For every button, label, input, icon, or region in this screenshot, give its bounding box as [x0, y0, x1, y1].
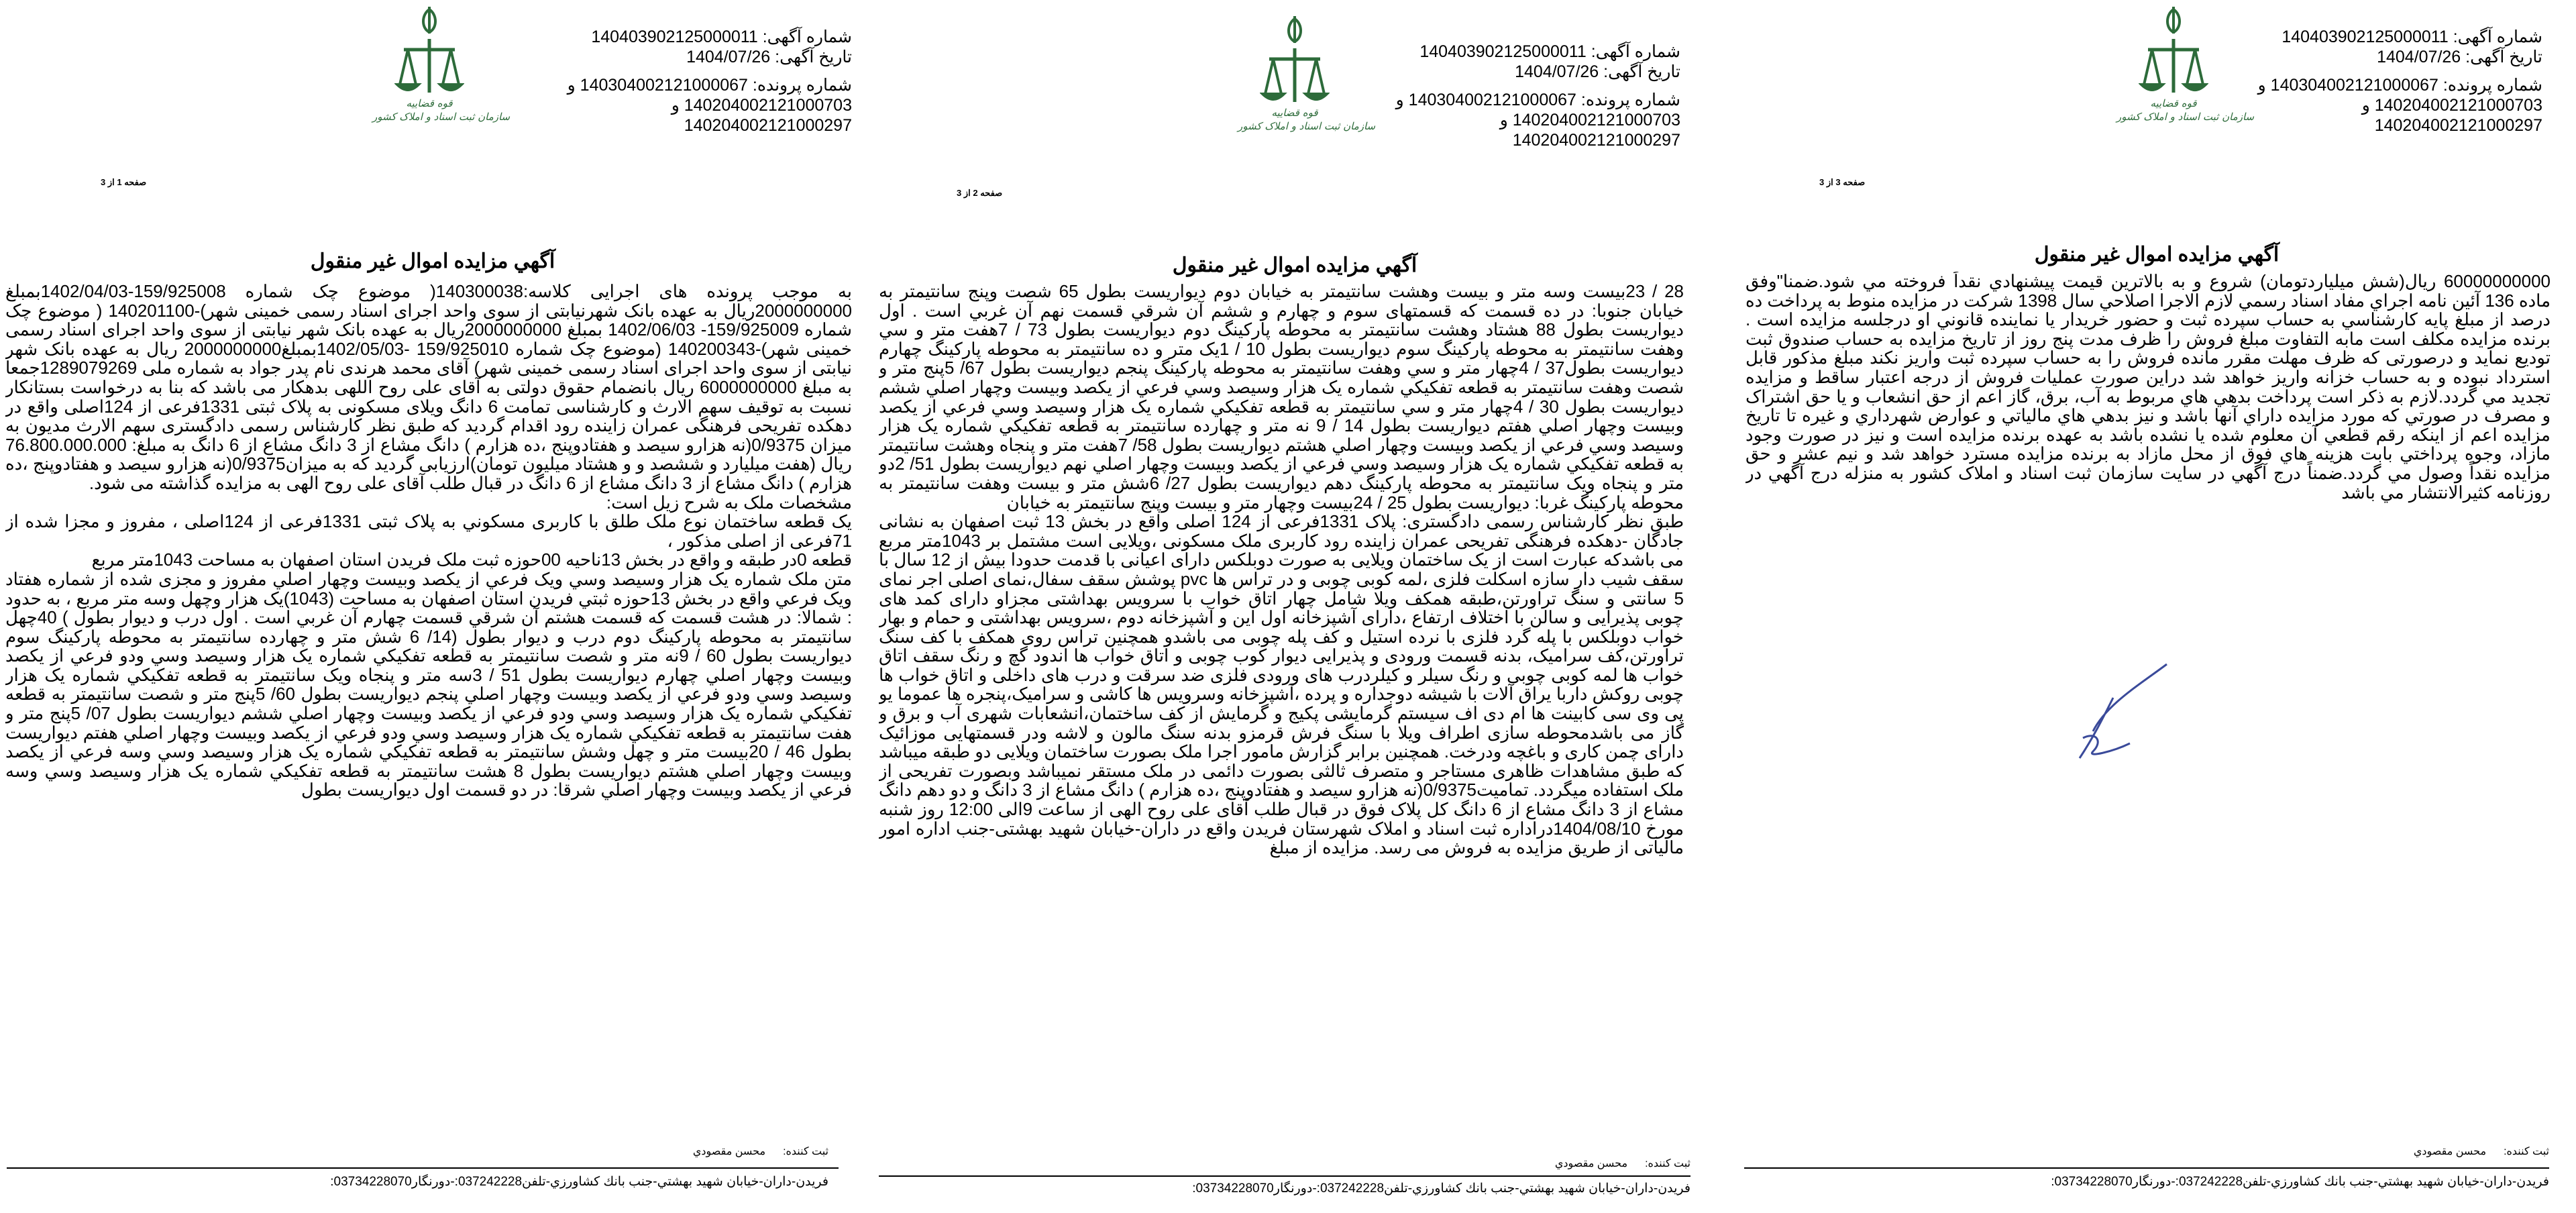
paragraph: 28 / 23بیست وسه متر و بیست وهشت سانتیمتر به خیابان دوم دیواریست بطول 65 شصت وپنج سانتیمتر به خیابان جنوبا: در ده قسمت که قسمتهای سوم و چهارم و ششم آن شرقي قسمت نهم آن غربي است . اول دیواریست بطول 88 هشتاد وهشت سانتیمتر به محوطه پارکینگ دوم دیواریست بطول 73 / 7هفت متر و سي وهفت سانتیمتر به محوطه پارکینگ سوم دیواریست بطول 10 / 1یک متر و ده سانتیمتر به محوطه پارکینگ چهارم دیواریست بطول37 / 4چهار متر و سي وهفت سانتیمتر به محوطه پارکینگ پنجم دیواریست بطول 67/ 5پنج متر و شصت وهفت سانتیمتر به قطعه تفکیکي شماره یک هزار وسیصد وسي فرعي از یکصد وبیست وچهار اصلي ششم دیواریست بطول 30 / 4چهار متر و سي سانتیمتر به قطعه تفکیکي شماره یک هزار وسیصد وسي فرعي از یکصد وبیست وچهار اصلي هفتم دیواریست بطول 14 / 9 نه متر و چهارده سانتیمتر به قطعه تفکیکي شماره یک هزار وسیصد وسي فرعي از یکصد وبیست وچهار اصلي هشتم دیواریست بطول 58/ 7هفت متر و پنجاه وهشت سانتیمتر به قطعه تفکیکي شماره یک هزار وسیصد وسي فرعي از یکصد وبیست وچهار اصلي نهم دیواریست بطول 51/ 2دو متر و پنجاه ویک سانتیمتر به محوطه پارکینگ دهم دیواریست بطول 27/ 6شش متر و بیست وهفت سانتیمتر به محوطه پارکینگ غربا: دیواریست بطول 25 / 24بیست وچهار متر و بیست وپنج سانتیمتر به خیابان: [879, 282, 1684, 513]
ad-number: 140403902125000011: [2282, 28, 2449, 46]
ad-number-row: شماره آگهی: 140403902125000011: [591, 28, 852, 46]
scales-emblem-icon: [1260, 15, 1330, 106]
ad-date-row: تاریخ آگهی: 1404/07/26: [686, 48, 852, 66]
notice-title: آگهي مزايده اموال غير منقول: [2034, 244, 2279, 266]
ad-date: 1404/07/26: [1515, 62, 1599, 81]
paragraph: قطعه 0در طبقه و واقع در بخش 13ناحیه 00حوزه ثبت ملک فریدن استان اصفهان به مساحت 1043متر مربع: [91, 549, 852, 570]
office-address: فريدن-داران-خيابان شهيد بهشتي-جنب بانك كشاورزي-تلفن037242228:-دورنگار03734228070:: [330, 1175, 828, 1189]
registrar: ثبت کننده:محسن مقصودي: [1554, 1158, 1690, 1169]
paragraph: به موجب پرونده های اجرایی کلاسه:140300038( موضوع چک شماره 159/925008-1402/04/03بمبلغ 2000000000ریال به عهده بانک شهرنیابتی از سوی واحد اجرای اسناد رسمی خمینی شهر)-140201100 ( موضوع چک شماره 159/925009- 1402/06/03 بمبلغ 2000000000ریال به عهده بانک شهر نیابتی از سوی واحد اجرای اسناد رسمی خمینی شهر)-140200343 (موضوع چک شماره 159/925010 -1402/05/03بمبلغ2000000000 ریال به عهده بانک شهر نیابتی از سوی واحد اجرای اسناد رسمی خمینی شهر) آقای محمد هرندی نام پدر جواد به شماره ملی 1289079269جمعا به مبلغ 6000000000 ریال بانضمام حقوق دولتی به آقای علی روح اللهی بدهکار می باشد که بنا به درخواست بستانکار نسبت به توقیف سهم الارث و کارشناسی تمامت 6 دانگ ویلای مسکونی به پلاک ثبتی 1331فرعی از 124اصلی واقع در دهکده تفریحی فرهنگی عمران زاینده رود اقدام گردید که طبق نظر کارشناس رسمی دادگستری سهم الارث مدیون به میزان 0/9375(نه هزارو سیصد و هفتادوپنج ،ده هزارم ) دانگ مشاع از 3 دانگ مشاع از 6 دانگ به مبلغ: 76.800.000.000 ریال (هفت میلیارد و ششصد و و هشتاد میلیون تومان)ارزیابی گردید که به میزان0/9375(نه هزارو سیصد و هفتادوپنج ،ده هزارم ) دانگ مشاع از 3 دانگ مشاع از 6 دانگ در قبال طلب آقای علی روح الهی به مزایده گذاشته می شود.: [5, 282, 852, 493]
registrar-name: محسن مقصودي: [692, 1146, 766, 1157]
paragraph: مشخصات ملک به شرح زیل است:: [606, 492, 852, 513]
footer-divider: [1744, 1167, 2549, 1169]
notice-title: آگهي مزايده اموال غير منقول: [310, 250, 555, 272]
file-number-2: 140204002121000703 و: [2361, 96, 2542, 115]
footer-divider: [7, 1167, 839, 1169]
ad-header: [568, 27, 852, 136]
ad-number: 140403902125000011: [591, 28, 758, 46]
ad-date-row: تاریخ آگهی: 1404/07/26: [2377, 48, 2542, 66]
notice-body: [5, 282, 852, 1128]
logo-text-1: قوه قضاییه: [2150, 97, 2197, 109]
paragraph: 60000000000 ريال(شش ميلياردتومان) شروع و به بالاترين قيمت پيشنهادي نقداً فروخته مي شود.ضمنا"وفق ماده 136 آئين نامه اجراي مفاد اسناد رسمي لازم الاجرا اصلاحي سال 1398 شرکت در مزايده منوط به پرداخت ده درصد از مبلغ پايه کارشناسي به حساب سپرده ثبت و حضور خريدار يا نماينده قانوني او درجلسه مزايده است . برنده مزايده مکلف است مابه التفاوت مبلغ فروش را ظرف مدت پنج روز از تاريخ مزايده به حساب صندوق ثبت توديع نمايد و درصورتی که ظرف مهلت مقرر مانده فروش را به حساب سپرده ثبت واريز نکند مبلغ مذکور قابل استرداد نبوده و به حساب خزانه واريز خواهد شد دراين صورت عمليات فروش از درجه اعتبار ساقط و مزايده تجديد مي گردد.لازم به ذکر است پرداخت بدهي هاي مربوط به آب، برق، گاز اعم از حق انشعاب و يا حق اشتراک و مصرف در صورتي که مورد مزايده داراي آنها باشد و نيز بدهي هاي مالياتي و عوارض شهرداري و غيره تا تاريخ مزايده اعم از اينکه رقم قطعي آن معلوم شده يا نشده باشد به عهده برنده مزايده است و نيز در صورت وجود مازاد، وجوه پرداختي بابت هزينه هاي فوق از محل مازاد به برنده مزايده مسترد خواهد شد و نيم عشر و حق مزايده نقداً وصول مي گردد.ضمناً درج آگهي در سايت سازمان ثبت اسناد و املاک کشور به منزله درج آگهي در روزنامه کثيرالانتشار مي باشد: [1746, 272, 2551, 503]
ad-date: 1404/07/26: [2377, 48, 2461, 66]
judiciary-logo: [1238, 15, 1376, 133]
file-number-3: 140204002121000297: [1512, 131, 1680, 150]
file-number-row: شماره پرونده: 140304002121000067 و: [1395, 91, 1680, 109]
page-number: صفحه 1 از 3: [101, 177, 147, 187]
scales-emblem-icon: [2139, 5, 2208, 97]
logo-text-2: سازمان ثبت اسناد و املاک کشور: [372, 111, 511, 123]
registrar-name: محسن مقصودي: [2413, 1146, 2487, 1157]
logo-text-1: قوه قضاییه: [1271, 107, 1318, 119]
file-number-3: 140204002121000297: [2374, 116, 2542, 135]
ad-header: [2258, 27, 2542, 136]
file-number-2: 140204002121000703 و: [671, 96, 852, 115]
page-number: صفحه 2 از 3: [957, 188, 1003, 198]
logo-text-2: سازمان ثبت اسناد و املاک کشور: [2116, 111, 2255, 123]
file-number-3: 140204002121000297: [684, 116, 852, 135]
signature: [2066, 657, 2180, 772]
ad-date-row: تاریخ آگهی: 1404/07/26: [1515, 62, 1680, 81]
paragraph: یک قطعه ساختمان نوع ملک طلق با کاربری مسکوني به پلاک ثبتی 1331فرعی از 124اصلی ، مفروز و مجزا شده از 71فرعی از اصلی مذکور ،: [5, 511, 852, 551]
ad-number-row: شماره آگهی: 140403902125000011: [2282, 28, 2542, 46]
page-1: [0, 0, 865, 1213]
file-number-row: شماره پرونده: 140304002121000067 و: [567, 76, 852, 95]
page-2: [872, 0, 1717, 1213]
paragraph: متن ملک شماره یک هزار وسیصد وسي ویک فرعي از یکصد وبیست وچهار اصلي مفروز و مجزی شده از شماره هفتاد ویک فرعي واقع در بخش 13حوزه ثبتي فریدن استان اصفهان به مساحت (1043)یک هزار وچهل وسه متر مربع ، به حدود : شمالا: در هشت قسمت که قسمت هشتم آن شرقي قسمت چهارم آن غربي است . اول درب و دیوار بطول ) 40چهل سانتیمتر به محوطه پارکینگ دوم درب و دیوار بطول (14/ 6 شش متر و چهارده سانتیمتر به محوطه پارکینگ سوم دیواریست بطول 60 / 9نه متر و شصت سانتیمتر به قطعه تفکیکي شماره یک هزار وسیصد وسي ودو فرعي از یکصد وبیست وچهار اصلي چهارم دیواریست بطول 51 / 3سه متر و پنجاه ویک سانتیمتر به قطعه تفکیکي شماره یک هزار وسیصد وسي ودو فرعي از یکصد وبیست وچهار اصلي پنجم دیواریست بطول 60/ 5پنج متر و شصت سانتیمتر به قطعه تفکیکي شماره یک هزار وسیصد وسي ودو فرعي از یکصد وبیست وچهار اصلي ششم دیواریست بطول 07/ 5پنج متر و هفت سانتیمتر به قطعه تفکیکي شماره یک هزار وسیصد وسي ودو فرعي از یکصد وبیست وچهار اصلي هفتم دیواریست بطول 46 / 20بیست متر و چهل وشش سانتیمتر به قطعه تفکیکي شماره یک هزار وسیصد وسي وسه فرعي از یکصد وبیست وچهار اصلي هشتم دیواریست بطول 8 هشت سانتیمتر به قطعه تفکیکي شماره یک هزار وسیصد وسي وسه فرعي از یکصد وبیست وچهار اصلي شرقا: در دو قسمت اول دیواریست بطول: [5, 568, 852, 800]
footer-divider: [879, 1175, 1690, 1177]
page-number: صفحه 3 از 3: [1819, 177, 1866, 187]
notice-body: [879, 282, 1684, 1154]
page-3: [1737, 0, 2576, 1213]
ad-number-row: شماره آگهی: 140403902125000011: [1419, 42, 1680, 61]
registrar-name: محسن مقصودي: [1554, 1158, 1628, 1169]
ad-header: [1396, 42, 1680, 150]
ad-date: 1404/07/26: [686, 48, 771, 66]
judiciary-logo: [2116, 5, 2255, 123]
registrar: ثبت کننده:محسن مقصودي: [2413, 1146, 2549, 1157]
paragraph: طبق نظر کارشناس رسمی دادگستری: پلاک 1331فرعی از 124 اصلی واقع در بخش 13 ثبت اصفهان به نشانی جادگان -دهکده فرهنگی تفریحی عمران زاینده رود کاربری ملک مسکونی ،ویلایی است مشتمل بر 1043متر مربع می باشدکه عبارت است از یک ساختمان ویلایی به صورت دوبلکس دارای اعیانی با قدمت حدودا بیش از 12 سال با سقف شیب دار سازه اسکلت فلزی ،لمه کوبی چوبی و در تراس ها pvc پوشش سقف سفال،نمای اصلی اجر نمای 5 سانتی و سنگ تراورتن،طبقه همکف ویلا شامل چهار اتاق خواب با سرویس بهداشتی مجزاو دارای کمد های چوبی پذیرایی و سالن با اختلاف ارتفاع ،دارای آشپزخانه اول این و آشپزخانه دوم ،سرویس بهداشتی و حمام و بهار خواب دوبلکس با پله گرد فلزی با نرده استیل و کف پله چوبی می باشدو همچنین تراس روی همکف با کف سنگ تراورتن،کف سرامیک، بدنه قسمت ورودی و پذیرایی دیوار کوب چوبی و اتاق خواب ها اندود گچ و رنگ سقف اتاق خواب ها لمه کوبی چوبی و رنگ سیلر و کیلردرب های ورودی فلزی ضد سرقت و درب های داخلی و اتاق خواب ها چوبی روکش داربا یراق آلات با شیشه دوجداره و پرده ،آشپزخانه وسرویس ها کاشی و سرامیک،پنجره ها عموما یو پی وی سی کابینت ها ام دی اف سیستم گرمایشی پکیج و گرمایش از کف ساختمان،انشعابات شهری آب و برق و گاز می باشدمحوطه سازی اطراف ویلا با سنگ فرش قرمزو بدنه سنگ مالون و لاشه ودر قسمتهایی موزائیک دارای چمن کاری و باغچه ودرخت. همچنین برابر گزارش مامور اجرا ملک بصورت ساختمان ویلایی دو طبقه میباشد که طبق مشاهدات ظاهری مستاجر و متصرف ثالثی بصورت دائمی در ملک مستقر نمیباشد وبصورت تفریحی از ملک استفاده میگردد. تمامیت0/9375(نه هزارو سیصد و هفتادوپنج ،ده هزارم ) دانگ مشاع از 3 دانگ و دو دهم دانگ مشاع از 3 دانگ مشاع از 6 دانگ کل پلاک فوق در قبال طلب آقای علی روح الهی از ساعت 9الی 12:00 روز شنبه مورخ 1404/08/10دراداره ثبت اسناد و املاک شهرستان فریدن واقع در داران-خیابان شهید بهشتی-جنب اداره امور مالیاتی از طریق مزایده به فروش می رسد. مزایده از مبلغ: [879, 511, 1684, 858]
judiciary-logo: [372, 5, 511, 123]
scales-emblem-icon: [394, 5, 464, 97]
office-address: فريدن-داران-خيابان شهيد بهشتي-جنب بانك كشاورزي-تلفن037242228:-دورنگار03734228070:: [2051, 1175, 2549, 1189]
file-number-2: 140204002121000703 و: [1499, 111, 1680, 129]
notice-title: آگهي مزايده اموال غير منقول: [1172, 254, 1417, 276]
ad-number: 140403902125000011: [1419, 42, 1587, 61]
file-number-row: شماره پرونده: 140304002121000067 و: [2257, 76, 2542, 95]
logo-text-1: قوه قضاییه: [406, 97, 453, 109]
office-address: فريدن-داران-خيابان شهيد بهشتي-جنب بانك كشاورزي-تلفن037242228:-دورنگار03734228070:: [1192, 1181, 1690, 1196]
registrar: ثبت کننده:محسن مقصودي: [692, 1146, 828, 1157]
notice-body: [1746, 272, 2551, 634]
logo-text-2: سازمان ثبت اسناد و املاک کشور: [1238, 120, 1376, 132]
